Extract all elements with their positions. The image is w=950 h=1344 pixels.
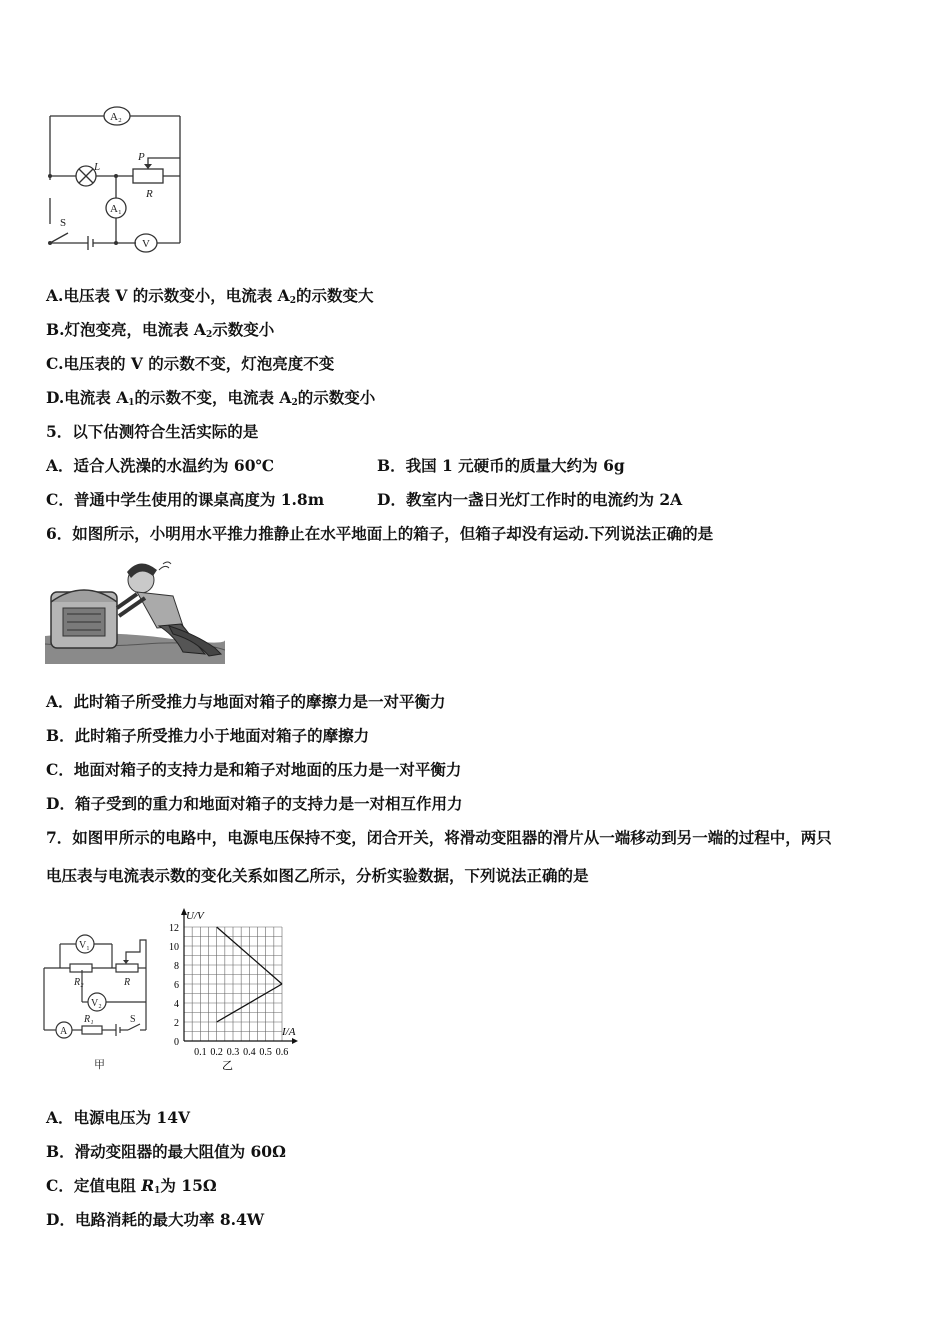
chart-grid [184, 927, 282, 1041]
v2-label: V₂ [91, 998, 102, 1009]
chart-ylabel: U/V [186, 910, 204, 922]
q4-circuit-diagram [38, 98, 198, 253]
q6-pushing-box-illustration [45, 556, 225, 666]
q7-stem-line1: 7．如图甲所示的电路中，电源电压保持不变，闭合开关，将滑动变阻器的滑片从一端移动到另一端的过程中，两只 [46, 828, 832, 847]
switch-label: S [60, 217, 67, 229]
a1-label: A₁ [110, 203, 122, 215]
q4-option-d: D.电流表 $A_1$的示数不变，电流表 $A_2$的示数变小 [46, 388, 376, 408]
q7-ui-chart [160, 905, 310, 1080]
chart-x-tick-label: 0.1 [194, 1047, 207, 1058]
chart-x-tick-label: 0.4 [243, 1047, 256, 1058]
q5-option-c: C．普通中学生使用的课桌高度为 1.8m [46, 490, 325, 509]
slider-label: P [138, 151, 145, 163]
q7-option-a: A．电源电压为 14V [46, 1108, 191, 1127]
chart-x-tick-label: 0.6 [275, 1047, 289, 1058]
ammeter-label: A [60, 1026, 68, 1037]
q5-option-b: B．我国 1 元硬币的质量大约为 6g [377, 456, 625, 475]
chart-axes [181, 908, 298, 1044]
chart-y-tick-label: 6 [174, 980, 179, 991]
q6-option-b: B．此时箱子所受推力小于地面对箱子的摩擦力 [46, 726, 370, 745]
q6-stem: 6．如图所示，小明用水平推力推静止在水平地面上的箱子，但箱子却没有运动.下列说法正确的是 [46, 524, 714, 543]
q7-option-d: D．电路消耗的最大功率 8.4W [46, 1210, 265, 1229]
q5-option-a: A．适合人洗澡的水温约为 60℃ [46, 456, 275, 475]
chart-x-tick-label: 0.3 [226, 1047, 240, 1058]
q5-option-d: D．教室内一盏日光灯工作时的电流约为 2A [377, 490, 683, 509]
chart-y-tick-label: 4 [174, 999, 179, 1010]
chart-caption: 乙 [222, 1060, 233, 1072]
chart-x-axis-arrow [292, 1038, 298, 1044]
circuit-caption: 甲 [94, 1059, 105, 1071]
resistor-label: R [146, 188, 153, 200]
chart-x-tick-label: 0.5 [259, 1047, 272, 1058]
chart-y-tick-label: 8 [174, 961, 179, 972]
q6-option-a: A．此时箱子所受推力与地面对箱子的摩擦力是一对平衡力 [46, 692, 446, 711]
q6-option-d: D．箱子受到的重力和地面对箱子的支持力是一对相互作用力 [46, 794, 463, 813]
a2-label: A₂ [110, 111, 122, 123]
chart-y-tick-label: 2 [174, 1018, 179, 1029]
chart-y-tick-label: 0 [174, 1037, 179, 1048]
q7-option-b: B．滑动变阻器的最大阻值为 60Ω [46, 1142, 286, 1161]
chart-x-tick-label: 0.2 [210, 1047, 223, 1058]
q7-stem-line2: 电压表与电流表示数的变化关系如图乙所示，分析实验数据，下列说法正确的是 [46, 866, 589, 885]
chart-xlabel: I/A [282, 1026, 296, 1038]
chart-y-tick-label: 12 [169, 923, 179, 934]
q4-option-b: B.灯泡变亮，电流表 $A_2$示数变小 [46, 320, 275, 340]
voltmeter-label: V [142, 238, 150, 250]
lamp-label: L [94, 161, 101, 173]
q7-circuit-diagram [40, 930, 160, 1075]
q6-option-c: C．地面对箱子的支持力是和箱子对地面的压力是一对平衡力 [46, 760, 462, 779]
q7-option-c: C．定值电阻 $R_1$为 15Ω [46, 1176, 217, 1196]
r2-label: R₂ [74, 977, 84, 988]
r-label: R [124, 977, 131, 988]
q4-option-c: C.电压表的 V 的示数不变，灯泡亮度不变 [46, 354, 335, 373]
v1-label: V₁ [79, 940, 90, 951]
chart-y-tick-label: 10 [169, 942, 179, 953]
q5-stem: 5．以下估测符合生活实际的是 [46, 422, 259, 441]
r1-label: R₁ [84, 1014, 94, 1025]
switch-s-label: S [130, 1014, 136, 1025]
q4-option-a: A.电压表 V 的示数变小，电流表 $A_2$的示数变大 [46, 286, 374, 306]
